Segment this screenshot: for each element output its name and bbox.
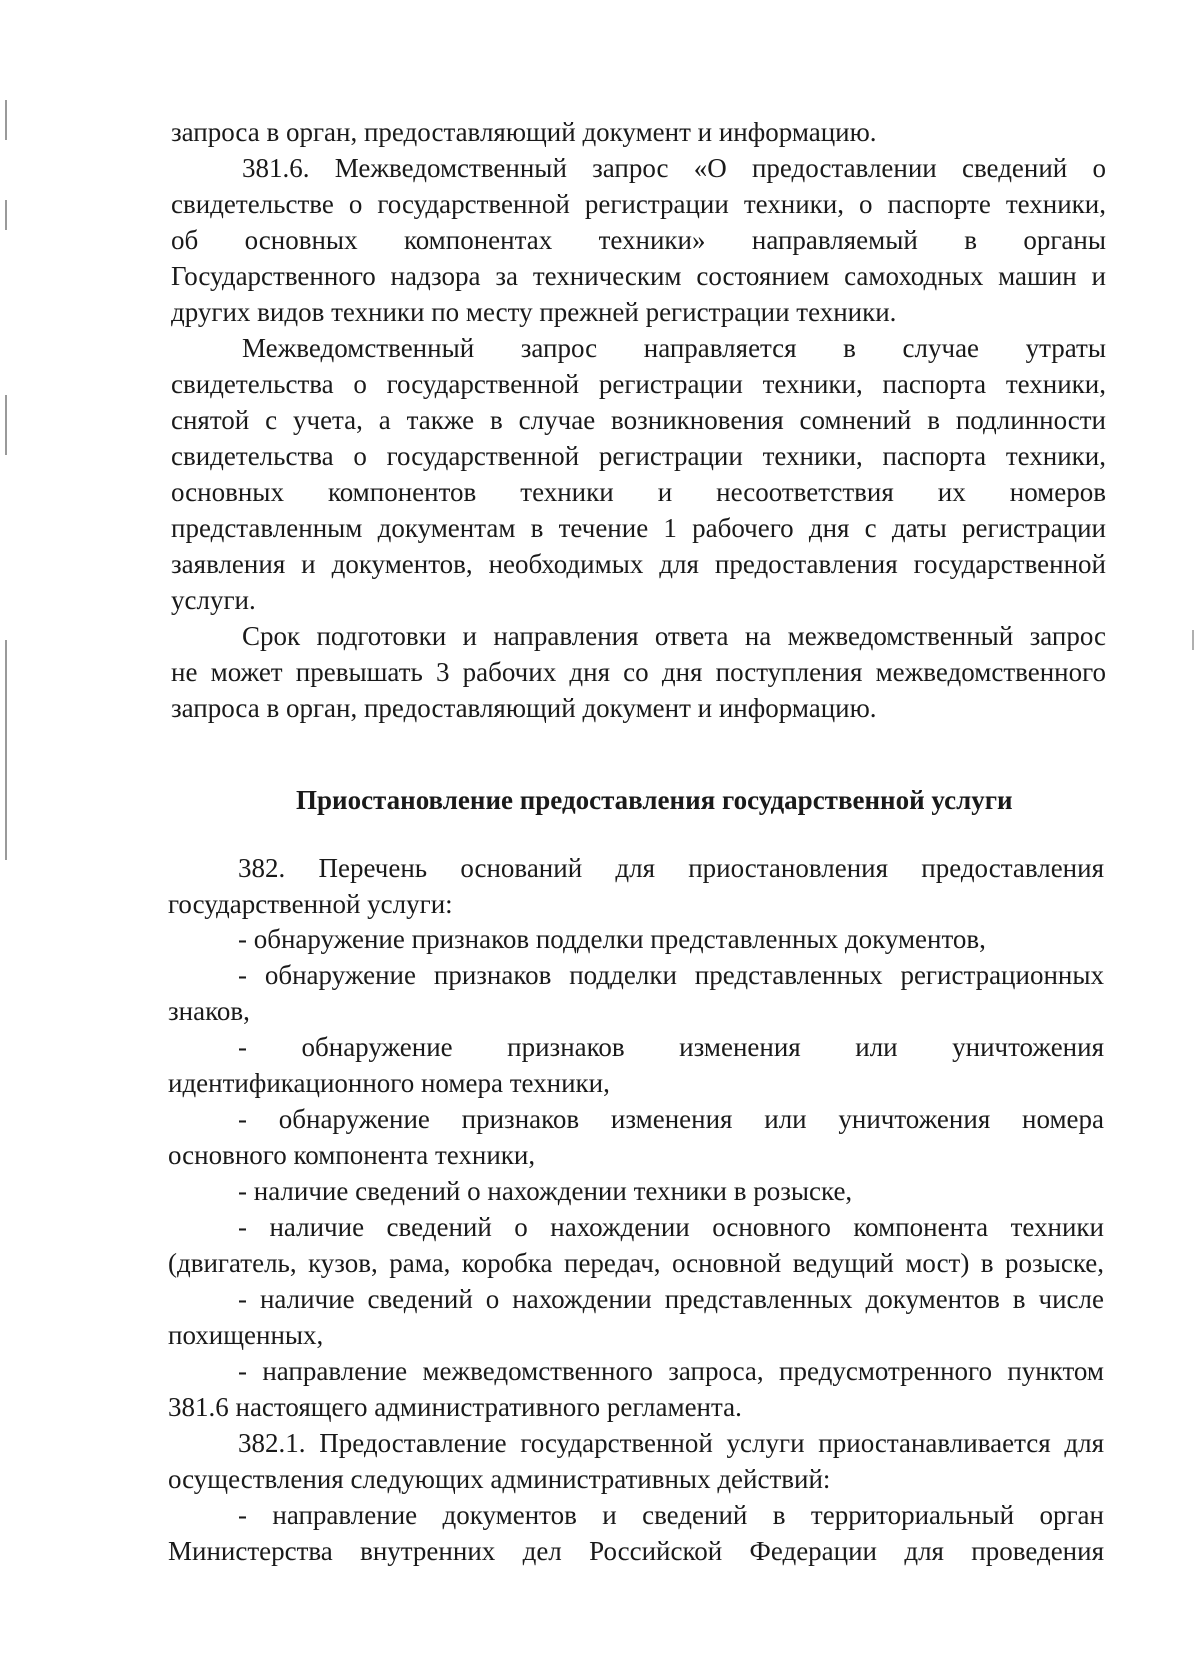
paragraph-line: знаков, xyxy=(168,996,250,1026)
paragraph-line: не может превышать 3 рабочих дня со дня поступления межведомственного xyxy=(171,657,1106,687)
list-item: - обнаружение признаков изменения или уничтожения xyxy=(238,1032,1104,1062)
list-item: - наличие сведений о нахождении основного компонента техники xyxy=(238,1212,1104,1242)
paragraph-line: основных компонентов техники и несоответствия их номеров xyxy=(171,477,1106,507)
paragraph-line: 381.6 настоящего административного регламента. xyxy=(168,1392,742,1422)
scan-edge-mark xyxy=(1192,630,1194,650)
paragraph-line: (двигатель, кузов, рама, коробка передач, основной ведущий мост) в розыске, xyxy=(168,1248,1104,1278)
scan-edge-mark xyxy=(5,395,7,455)
paragraph-line: 382.1. Предоставление государственной услуги приостанавливается для xyxy=(238,1428,1104,1458)
scan-edge-mark xyxy=(5,200,7,230)
paragraph-line: свидетельстве о государственной регистрации техники, о паспорте техники, xyxy=(171,189,1106,219)
paragraph-line: Государственного надзора за техническим состоянием самоходных машин и xyxy=(171,261,1106,291)
paragraph-line: государственной услуги: xyxy=(168,889,453,919)
paragraph-line: представленным документам в течение 1 рабочего дня с даты регистрации xyxy=(171,513,1106,543)
paragraph-line: 381.6. Межведомственный запрос «О предоставлении сведений о xyxy=(242,153,1106,183)
list-item: - направление документов и сведений в территориальный орган xyxy=(238,1500,1104,1530)
paragraph-line: запроса в орган, предоставляющий документ и информацию. xyxy=(171,693,877,723)
scan-edge-mark xyxy=(5,640,7,860)
paragraph-line: услуги. xyxy=(171,585,256,615)
paragraph-line: Межведомственный запрос направляется в случае утраты xyxy=(242,333,1106,363)
paragraph-line: идентификационного номера техники, xyxy=(168,1068,610,1098)
paragraph-line: Срок подготовки и направления ответа на межведомственный запрос xyxy=(242,621,1106,651)
list-item: - направление межведомственного запроса, предусмотренного пунктом xyxy=(238,1356,1104,1386)
section-heading: Приостановление предоставления государственной услуги xyxy=(296,785,1013,815)
list-item: - обнаружение признаков подделки представленных регистрационных xyxy=(238,960,1104,990)
paragraph-line: об основных компонентах техники» направляемый в органы xyxy=(171,225,1106,255)
paragraph-line: запроса в орган, предоставляющий документ и информацию. xyxy=(171,117,877,147)
paragraph-line: заявления и документов, необходимых для предоставления государственной xyxy=(171,549,1106,579)
paragraph-line: 382. Перечень оснований для приостановления предоставления xyxy=(238,853,1104,883)
list-item: - наличие сведений о нахождении представленных документов в числе xyxy=(238,1284,1104,1314)
list-item: - обнаружение признаков подделки представленных документов, xyxy=(238,924,986,954)
paragraph-line: основного компонента техники, xyxy=(168,1140,536,1170)
list-item: - наличие сведений о нахождении техники в розыске, xyxy=(238,1176,853,1206)
paragraph-line: других видов техники по месту прежней регистрации техники. xyxy=(171,297,897,327)
list-item: - обнаружение признаков изменения или уничтожения номера xyxy=(238,1104,1104,1134)
scan-edge-mark xyxy=(5,100,7,140)
paragraph-line: свидетельства о государственной регистрации техники, паспорта техники, xyxy=(171,369,1106,399)
paragraph-line: осуществления следующих административных действий: xyxy=(168,1464,831,1494)
paragraph-line: снятой с учета, а также в случае возникновения сомнений в подлинности xyxy=(171,405,1106,435)
paragraph-line: свидетельства о государственной регистрации техники, паспорта техники, xyxy=(171,441,1106,471)
paragraph-line: Министерства внутренних дел Российской Федерации для проведения xyxy=(168,1536,1104,1566)
paragraph-line: похищенных, xyxy=(168,1320,324,1350)
